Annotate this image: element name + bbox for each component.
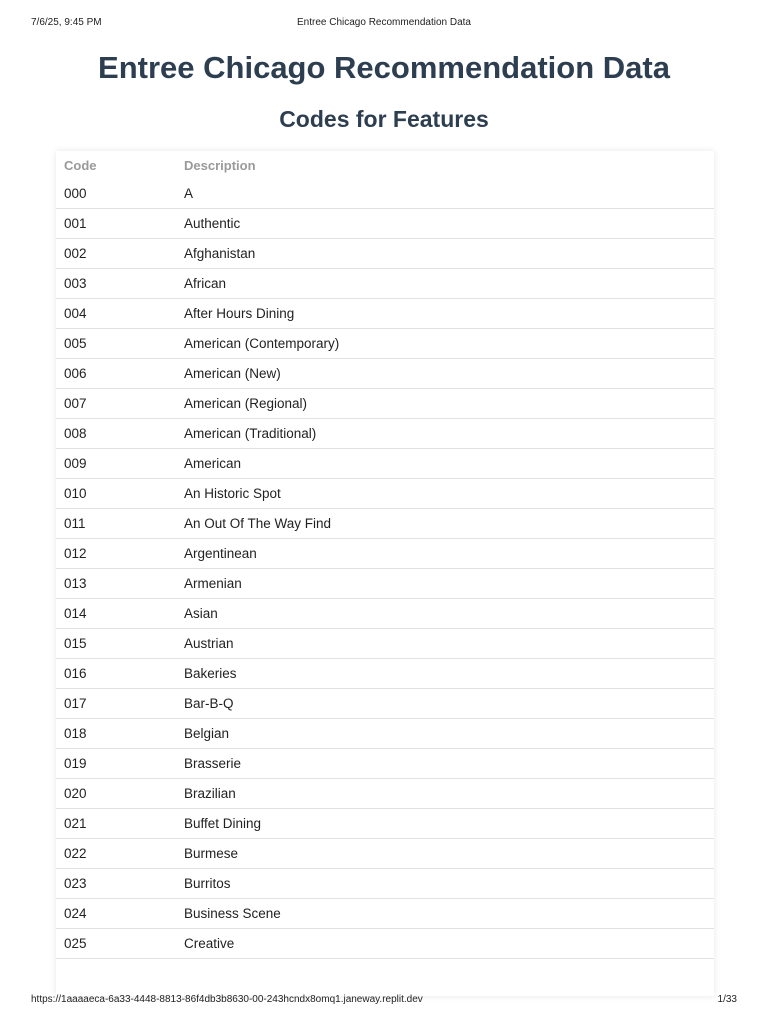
feature-description: Bakeries [176, 659, 714, 689]
table-row [56, 509, 714, 539]
feature-description: Armenian [176, 569, 714, 599]
table-row [56, 899, 714, 929]
table-row [56, 329, 714, 359]
print-doc-title: Entree Chicago Recommendation Data [297, 17, 471, 28]
feature-code: 021 [56, 809, 176, 839]
table-row [56, 929, 714, 959]
feature-description: Afghanistan [176, 239, 714, 269]
feature-description: Bar-B-Q [176, 689, 714, 719]
feature-description: American [176, 449, 714, 479]
table-row [56, 419, 714, 449]
table-row [56, 179, 714, 209]
table-row [56, 299, 714, 329]
feature-code: 015 [56, 629, 176, 659]
feature-description: African [176, 269, 714, 299]
feature-description: Burritos [176, 869, 714, 899]
feature-description: Burmese [176, 839, 714, 869]
table-row [56, 239, 714, 269]
feature-code: 019 [56, 749, 176, 779]
feature-description: American (Traditional) [176, 419, 714, 449]
table-row [56, 479, 714, 509]
feature-code: 022 [56, 839, 176, 869]
table-row [56, 689, 714, 719]
feature-description: Brasserie [176, 749, 714, 779]
table-row [56, 269, 714, 299]
feature-code: 000 [56, 179, 176, 209]
feature-description: American (Contemporary) [176, 329, 714, 359]
section-title: Codes for Features [279, 106, 489, 132]
feature-code: 008 [56, 419, 176, 449]
feature-code: 020 [56, 779, 176, 809]
page-title: Entree Chicago Recommendation Data [98, 50, 670, 85]
table-header-row [56, 151, 714, 179]
print-footer [0, 994, 768, 1008]
feature-description: Authentic [176, 209, 714, 239]
feature-code: 023 [56, 869, 176, 899]
feature-code: 013 [56, 569, 176, 599]
table-row [56, 869, 714, 899]
feature-code: 017 [56, 689, 176, 719]
features-table-card [56, 151, 714, 996]
feature-code: 001 [56, 209, 176, 239]
table-row [56, 539, 714, 569]
features-table [56, 151, 714, 959]
column-header-code: Code [64, 157, 97, 173]
print-header [0, 17, 768, 31]
feature-code: 012 [56, 539, 176, 569]
feature-code: 014 [56, 599, 176, 629]
table-row [56, 719, 714, 749]
feature-description: A [176, 179, 714, 209]
table-row [56, 809, 714, 839]
page-number: 1/33 [717, 994, 737, 1005]
feature-code: 005 [56, 329, 176, 359]
print-url: https://1aaaaeca-6a33-4448-8813-86f4db3b8630-00-243hcndx8omq1.janeway.replit.dev [31, 994, 423, 1005]
feature-description: After Hours Dining [176, 299, 714, 329]
feature-description: American (Regional) [176, 389, 714, 419]
table-row [56, 839, 714, 869]
feature-description: Asian [176, 599, 714, 629]
feature-description: Creative [176, 929, 714, 959]
table-row [56, 449, 714, 479]
feature-code: 002 [56, 239, 176, 269]
feature-code: 024 [56, 899, 176, 929]
table-row [56, 569, 714, 599]
table-row [56, 209, 714, 239]
feature-description: Business Scene [176, 899, 714, 929]
table-body [56, 179, 714, 959]
feature-code: 010 [56, 479, 176, 509]
feature-description: Argentinean [176, 539, 714, 569]
feature-code: 011 [56, 509, 176, 539]
feature-description: American (New) [176, 359, 714, 389]
table-row [56, 599, 714, 629]
column-header-description: Description [184, 157, 256, 173]
feature-code: 006 [56, 359, 176, 389]
feature-description: An Out Of The Way Find [176, 509, 714, 539]
feature-description: Buffet Dining [176, 809, 714, 839]
feature-code: 025 [56, 929, 176, 959]
table-row [56, 389, 714, 419]
feature-code: 004 [56, 299, 176, 329]
feature-description: Austrian [176, 629, 714, 659]
table-row [56, 749, 714, 779]
table-row [56, 779, 714, 809]
feature-code: 003 [56, 269, 176, 299]
feature-description: Brazilian [176, 779, 714, 809]
feature-code: 018 [56, 719, 176, 749]
feature-code: 007 [56, 389, 176, 419]
table-row [56, 659, 714, 689]
feature-code: 009 [56, 449, 176, 479]
feature-description: Belgian [176, 719, 714, 749]
table-row [56, 359, 714, 389]
table-row [56, 629, 714, 659]
feature-code: 016 [56, 659, 176, 689]
feature-description: An Historic Spot [176, 479, 714, 509]
print-datetime: 7/6/25, 9:45 PM [31, 17, 102, 28]
